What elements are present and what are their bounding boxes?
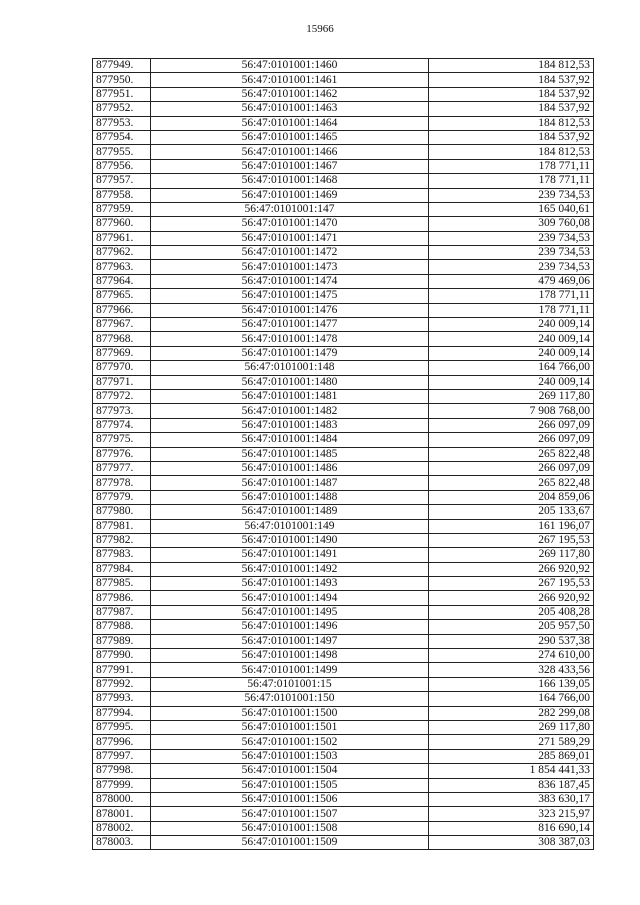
- cadastral-number-cell: 56:47:0101001:1504: [151, 764, 429, 778]
- cadastral-value-cell: 165 040,61: [429, 202, 594, 216]
- table-row: [93, 706, 594, 720]
- row-number-cell: 877992.: [93, 677, 151, 691]
- row-number-cell: 877995.: [93, 720, 151, 734]
- cadastral-number-cell: 56:47:0101001:1467: [151, 159, 429, 173]
- cadastral-value-cell: 184 537,92: [429, 130, 594, 144]
- cadastral-value-cell: 239 734,53: [429, 188, 594, 202]
- table-row: [93, 87, 594, 101]
- cadastral-value-cell: 265 822,48: [429, 447, 594, 461]
- cadastral-number-cell: 56:47:0101001:1466: [151, 145, 429, 159]
- row-number-cell: 877979.: [93, 490, 151, 504]
- row-number-cell: 877962.: [93, 246, 151, 260]
- row-number-cell: 877963.: [93, 260, 151, 274]
- cadastral-number-cell: 56:47:0101001:148: [151, 361, 429, 375]
- table-row: [93, 188, 594, 202]
- table-row: [93, 577, 594, 591]
- table-row: [93, 735, 594, 749]
- cadastral-number-cell: 56:47:0101001:1503: [151, 749, 429, 763]
- table-row: [93, 389, 594, 403]
- table-row: [93, 303, 594, 317]
- cadastral-value-cell: 178 771,11: [429, 159, 594, 173]
- cadastral-number-cell: 56:47:0101001:1471: [151, 231, 429, 245]
- table-row: [93, 332, 594, 346]
- row-number-cell: 877951.: [93, 87, 151, 101]
- cadastral-value-cell: 240 009,14: [429, 318, 594, 332]
- cadastral-value-cell: 184 537,92: [429, 73, 594, 87]
- table-row: [93, 433, 594, 447]
- row-number-cell: 877950.: [93, 73, 151, 87]
- row-number-cell: 877954.: [93, 130, 151, 144]
- row-number-cell: 877952.: [93, 102, 151, 116]
- cadastral-number-cell: 56:47:0101001:1509: [151, 836, 429, 850]
- cadastral-value-cell: 266 097,09: [429, 418, 594, 432]
- cadastral-value-cell: 205 957,50: [429, 620, 594, 634]
- table-row: [93, 116, 594, 130]
- row-number-cell: 877993.: [93, 692, 151, 706]
- cadastral-number-cell: 56:47:0101001:1484: [151, 433, 429, 447]
- cadastral-number-cell: 56:47:0101001:1480: [151, 375, 429, 389]
- table-row: [93, 418, 594, 432]
- cadastral-value-cell: 267 195,53: [429, 577, 594, 591]
- table-row: [93, 764, 594, 778]
- cadastral-number-cell: 56:47:0101001:1491: [151, 548, 429, 562]
- row-number-cell: 877961.: [93, 231, 151, 245]
- cadastral-number-cell: 56:47:0101001:1501: [151, 720, 429, 734]
- cadastral-number-cell: 56:47:0101001:1461: [151, 73, 429, 87]
- cadastral-number-cell: 56:47:0101001:1482: [151, 404, 429, 418]
- cadastral-value-cell: 240 009,14: [429, 375, 594, 389]
- row-number-cell: 877968.: [93, 332, 151, 346]
- table-row: [93, 174, 594, 188]
- cadastral-value-cell: 285 869,01: [429, 749, 594, 763]
- table-row: [93, 404, 594, 418]
- cadastral-value-cell: 266 920,92: [429, 562, 594, 576]
- cadastral-number-cell: 56:47:0101001:1494: [151, 591, 429, 605]
- cadastral-value-cell: 269 117,80: [429, 720, 594, 734]
- table-row: [93, 476, 594, 490]
- row-number-cell: 877994.: [93, 706, 151, 720]
- cadastral-number-cell: 56:47:0101001:1465: [151, 130, 429, 144]
- cadastral-number-cell: 56:47:0101001:1497: [151, 634, 429, 648]
- table-row: [93, 620, 594, 634]
- cadastral-value-cell: 184 537,92: [429, 87, 594, 101]
- cadastral-value-cell: 266 920,92: [429, 591, 594, 605]
- table-row: [93, 605, 594, 619]
- cadastral-value-cell: 265 822,48: [429, 476, 594, 490]
- cadastral-number-cell: 56:47:0101001:150: [151, 692, 429, 706]
- table-row: [93, 274, 594, 288]
- row-number-cell: 877999.: [93, 778, 151, 792]
- cadastral-value-cell: 205 133,67: [429, 505, 594, 519]
- cadastral-number-cell: 56:47:0101001:1486: [151, 461, 429, 475]
- row-number-cell: 877987.: [93, 605, 151, 619]
- cadastral-number-cell: 56:47:0101001:1469: [151, 188, 429, 202]
- table-body: [93, 59, 594, 850]
- row-number-cell: 877965.: [93, 289, 151, 303]
- row-number-cell: 877983.: [93, 548, 151, 562]
- cadastral-value-cell: 164 766,00: [429, 361, 594, 375]
- table-row: [93, 73, 594, 87]
- row-number-cell: 877975.: [93, 433, 151, 447]
- cadastral-value-cell: 1 854 441,33: [429, 764, 594, 778]
- row-number-cell: 877976.: [93, 447, 151, 461]
- row-number-cell: 877970.: [93, 361, 151, 375]
- cadastral-number-cell: 56:47:0101001:1478: [151, 332, 429, 346]
- cadastral-number-cell: 56:47:0101001:1506: [151, 792, 429, 806]
- cadastral-value-cell: 166 139,05: [429, 677, 594, 691]
- cadastral-number-cell: 56:47:0101001:1468: [151, 174, 429, 188]
- row-number-cell: 877988.: [93, 620, 151, 634]
- cadastral-value-cell: 240 009,14: [429, 346, 594, 360]
- cadastral-number-cell: 56:47:0101001:1489: [151, 505, 429, 519]
- cadastral-number-cell: 56:47:0101001:1462: [151, 87, 429, 101]
- table-row: [93, 375, 594, 389]
- row-number-cell: 877964.: [93, 274, 151, 288]
- cadastral-value-cell: 164 766,00: [429, 692, 594, 706]
- row-number-cell: 877969.: [93, 346, 151, 360]
- table-row: [93, 548, 594, 562]
- cadastral-value-cell: 266 097,09: [429, 461, 594, 475]
- table-row: [93, 490, 594, 504]
- table-row: [93, 59, 594, 73]
- cadastral-number-cell: 56:47:0101001:1499: [151, 663, 429, 677]
- row-number-cell: 877986.: [93, 591, 151, 605]
- table-row: [93, 663, 594, 677]
- table-row: [93, 447, 594, 461]
- row-number-cell: 877973.: [93, 404, 151, 418]
- cadastral-number-cell: 56:47:0101001:1474: [151, 274, 429, 288]
- cadastral-value-cell: 836 187,45: [429, 778, 594, 792]
- row-number-cell: 878001.: [93, 807, 151, 821]
- cadastral-value-cell: 240 009,14: [429, 332, 594, 346]
- row-number-cell: 877974.: [93, 418, 151, 432]
- cadastral-number-cell: 56:47:0101001:1507: [151, 807, 429, 821]
- row-number-cell: 877998.: [93, 764, 151, 778]
- table-row: [93, 792, 594, 806]
- cadastral-number-cell: 56:47:0101001:1481: [151, 389, 429, 403]
- cadastral-value-cell: 271 589,29: [429, 735, 594, 749]
- cadastral-value-cell: 239 734,53: [429, 260, 594, 274]
- table-row: [93, 260, 594, 274]
- row-number-cell: 877985.: [93, 577, 151, 591]
- cadastral-number-cell: 56:47:0101001:1492: [151, 562, 429, 576]
- cadastral-value-cell: 282 299,08: [429, 706, 594, 720]
- cadastral-value-cell: 269 117,80: [429, 548, 594, 562]
- cadastral-number-cell: 56:47:0101001:1500: [151, 706, 429, 720]
- cadastral-value-cell: 267 195,53: [429, 533, 594, 547]
- table-row: [93, 533, 594, 547]
- table-row: [93, 289, 594, 303]
- row-number-cell: 877971.: [93, 375, 151, 389]
- cadastral-value-cell: 274 610,00: [429, 649, 594, 663]
- row-number-cell: 877997.: [93, 749, 151, 763]
- cadastral-number-cell: 56:47:0101001:1508: [151, 821, 429, 835]
- table-row: [93, 246, 594, 260]
- row-number-cell: 877972.: [93, 389, 151, 403]
- row-number-cell: 877955.: [93, 145, 151, 159]
- table-row: [93, 461, 594, 475]
- cadastral-value-cell: 290 537,38: [429, 634, 594, 648]
- table-row: [93, 145, 594, 159]
- row-number-cell: 877980.: [93, 505, 151, 519]
- row-number-cell: 878000.: [93, 792, 151, 806]
- row-number-cell: 877957.: [93, 174, 151, 188]
- cadastral-number-cell: 56:47:0101001:1490: [151, 533, 429, 547]
- cadastral-number-cell: 56:47:0101001:1464: [151, 116, 429, 130]
- cadastral-number-cell: 56:47:0101001:1496: [151, 620, 429, 634]
- table-row: [93, 130, 594, 144]
- cadastral-value-cell: 816 690,14: [429, 821, 594, 835]
- cadastral-value-cell: 308 387,03: [429, 836, 594, 850]
- cadastral-number-cell: 56:47:0101001:15: [151, 677, 429, 691]
- cadastral-value-table: [92, 58, 594, 850]
- cadastral-number-cell: 56:47:0101001:1473: [151, 260, 429, 274]
- row-number-cell: 877958.: [93, 188, 151, 202]
- cadastral-value-cell: 184 537,92: [429, 102, 594, 116]
- table-row: [93, 202, 594, 216]
- cadastral-value-cell: 479 469,06: [429, 274, 594, 288]
- table-row: [93, 591, 594, 605]
- table-row: [93, 836, 594, 850]
- cadastral-number-cell: 56:47:0101001:1498: [151, 649, 429, 663]
- cadastral-value-cell: 178 771,11: [429, 289, 594, 303]
- page-number: 15966: [306, 23, 334, 35]
- row-number-cell: 878002.: [93, 821, 151, 835]
- cadastral-number-cell: 56:47:0101001:1483: [151, 418, 429, 432]
- cadastral-value-cell: 328 433,56: [429, 663, 594, 677]
- cadastral-value-cell: 204 859,06: [429, 490, 594, 504]
- table-row: [93, 519, 594, 533]
- cadastral-value-cell: 184 812,53: [429, 59, 594, 73]
- cadastral-value-cell: 269 117,80: [429, 389, 594, 403]
- cadastral-number-cell: 56:47:0101001:1479: [151, 346, 429, 360]
- row-number-cell: 877990.: [93, 649, 151, 663]
- table-row: [93, 231, 594, 245]
- cadastral-number-cell: 56:47:0101001:1460: [151, 59, 429, 73]
- row-number-cell: 877984.: [93, 562, 151, 576]
- row-number-cell: 877991.: [93, 663, 151, 677]
- table-row: [93, 318, 594, 332]
- cadastral-number-cell: 56:47:0101001:1488: [151, 490, 429, 504]
- cadastral-number-cell: 56:47:0101001:1472: [151, 246, 429, 260]
- row-number-cell: 877966.: [93, 303, 151, 317]
- table-row: [93, 159, 594, 173]
- table-row: [93, 217, 594, 231]
- cadastral-value-cell: 239 734,53: [429, 231, 594, 245]
- row-number-cell: 877982.: [93, 533, 151, 547]
- table-row: [93, 720, 594, 734]
- table-row: [93, 346, 594, 360]
- cadastral-value-cell: 178 771,11: [429, 303, 594, 317]
- cadastral-number-cell: 56:47:0101001:1476: [151, 303, 429, 317]
- cadastral-number-cell: 56:47:0101001:1502: [151, 735, 429, 749]
- row-number-cell: 877978.: [93, 476, 151, 490]
- table-row: [93, 807, 594, 821]
- table-row: [93, 821, 594, 835]
- row-number-cell: 877977.: [93, 461, 151, 475]
- cadastral-number-cell: 56:47:0101001:1493: [151, 577, 429, 591]
- row-number-cell: 877953.: [93, 116, 151, 130]
- table-row: [93, 692, 594, 706]
- cadastral-value-cell: 205 408,28: [429, 605, 594, 619]
- cadastral-value-cell: 184 812,53: [429, 145, 594, 159]
- row-number-cell: 878003.: [93, 836, 151, 850]
- table-row: [93, 749, 594, 763]
- cadastral-value-cell: 178 771,11: [429, 174, 594, 188]
- table-row: [93, 649, 594, 663]
- table-row: [93, 634, 594, 648]
- row-number-cell: 877960.: [93, 217, 151, 231]
- cadastral-number-cell: 56:47:0101001:147: [151, 202, 429, 216]
- row-number-cell: 877956.: [93, 159, 151, 173]
- cadastral-value-cell: 184 812,53: [429, 116, 594, 130]
- table-row: [93, 778, 594, 792]
- cadastral-number-cell: 56:47:0101001:149: [151, 519, 429, 533]
- cadastral-number-cell: 56:47:0101001:1477: [151, 318, 429, 332]
- cadastral-number-cell: 56:47:0101001:1495: [151, 605, 429, 619]
- cadastral-number-cell: 56:47:0101001:1475: [151, 289, 429, 303]
- cadastral-value-cell: 266 097,09: [429, 433, 594, 447]
- cadastral-value-cell: 323 215,97: [429, 807, 594, 821]
- cadastral-value-cell: 239 734,53: [429, 246, 594, 260]
- cadastral-number-cell: 56:47:0101001:1470: [151, 217, 429, 231]
- row-number-cell: 877996.: [93, 735, 151, 749]
- cadastral-number-cell: 56:47:0101001:1487: [151, 476, 429, 490]
- cadastral-number-cell: 56:47:0101001:1505: [151, 778, 429, 792]
- row-number-cell: 877989.: [93, 634, 151, 648]
- cadastral-number-cell: 56:47:0101001:1463: [151, 102, 429, 116]
- cadastral-value-cell: 383 630,17: [429, 792, 594, 806]
- cadastral-value-cell: 7 908 768,00: [429, 404, 594, 418]
- row-number-cell: 877967.: [93, 318, 151, 332]
- row-number-cell: 877981.: [93, 519, 151, 533]
- table-row: [93, 505, 594, 519]
- table-row: [93, 102, 594, 116]
- cadastral-number-cell: 56:47:0101001:1485: [151, 447, 429, 461]
- cadastral-value-cell: 161 196,07: [429, 519, 594, 533]
- table-row: [93, 361, 594, 375]
- row-number-cell: 877959.: [93, 202, 151, 216]
- row-number-cell: 877949.: [93, 59, 151, 73]
- cadastral-value-cell: 309 760,08: [429, 217, 594, 231]
- table-row: [93, 562, 594, 576]
- table-row: [93, 677, 594, 691]
